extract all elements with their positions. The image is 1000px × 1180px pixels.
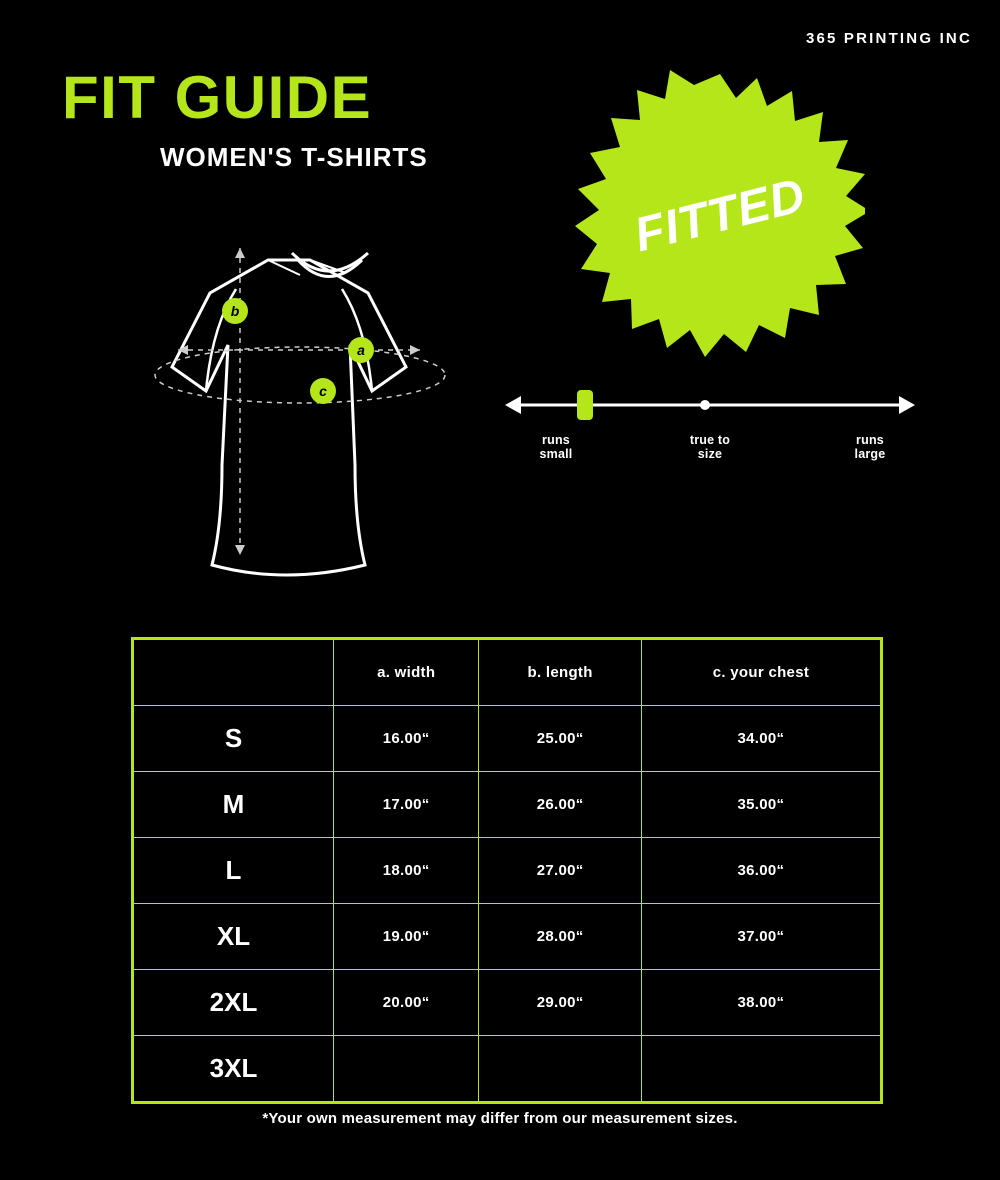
size-table [131, 637, 883, 1104]
page-subtitle: WOMEN'S T-SHIRTS [160, 142, 428, 172]
fit-scale-label-small-line2: small [539, 447, 573, 462]
cell-width [334, 1036, 479, 1102]
cell-length: 25.00“ [479, 706, 641, 772]
fit-scale-label-large-line2: large [854, 447, 886, 462]
table-row [134, 1036, 881, 1102]
cell-width: 18.00“ [334, 838, 479, 904]
cell-chest: 34.00“ [641, 706, 880, 772]
cell-width: 17.00“ [334, 772, 479, 838]
cell-length: 28.00“ [479, 904, 641, 970]
cell-size: 2XL [134, 970, 334, 1036]
fitted-badge-label: FITTED [629, 168, 811, 262]
fitted-badge [575, 70, 865, 360]
brand-name: 365 PRINTING INC [805, 30, 972, 47]
cell-chest: 38.00“ [641, 970, 880, 1036]
footnote: *Your own measurement may differ from our measurement sizes. [262, 1110, 738, 1127]
tshirt-illustration [120, 215, 480, 585]
table-row [134, 838, 881, 904]
fit-scale-label-true [665, 433, 755, 462]
cell-chest [641, 1036, 880, 1102]
table-header-row [134, 640, 881, 706]
cell-size: S [134, 706, 334, 772]
header-size [134, 640, 334, 706]
fit-scale-label-true-line2: size [697, 447, 723, 462]
page-title: FIT GUIDE [62, 64, 373, 131]
header-width: a. width [334, 640, 479, 706]
cell-size: L [134, 838, 334, 904]
fit-scale-label-large [825, 433, 915, 462]
cell-length: 26.00“ [479, 772, 641, 838]
header-length: b. length [479, 640, 641, 706]
cell-width: 19.00“ [334, 904, 479, 970]
marker-c: c [310, 378, 336, 404]
fit-scale-label-small [511, 433, 601, 462]
cell-width: 20.00“ [334, 970, 479, 1036]
cell-chest: 36.00“ [641, 838, 880, 904]
marker-a: a [348, 337, 374, 363]
cell-length: 29.00“ [479, 970, 641, 1036]
header-chest: c. your chest [641, 640, 880, 706]
fit-scale-label-true-line1: true to [689, 433, 731, 447]
cell-chest: 35.00“ [641, 772, 880, 838]
cell-length [479, 1036, 641, 1102]
cell-size: 3XL [134, 1036, 334, 1102]
cell-size: M [134, 772, 334, 838]
marker-b: b [222, 298, 248, 324]
fit-scale-axis [505, 375, 915, 435]
cell-size: XL [134, 904, 334, 970]
tshirt-diagram [120, 215, 480, 585]
cell-width: 16.00“ [334, 706, 479, 772]
table-row [134, 970, 881, 1036]
table-row [134, 706, 881, 772]
fit-scale [505, 375, 915, 475]
fit-scale-label-small-line1: runs [542, 433, 570, 447]
table-row [134, 904, 881, 970]
cell-chest: 37.00“ [641, 904, 880, 970]
cell-length: 27.00“ [479, 838, 641, 904]
fit-scale-indicator [577, 390, 593, 420]
table-row [134, 772, 881, 838]
fit-scale-label-large-line1: runs [856, 433, 884, 447]
